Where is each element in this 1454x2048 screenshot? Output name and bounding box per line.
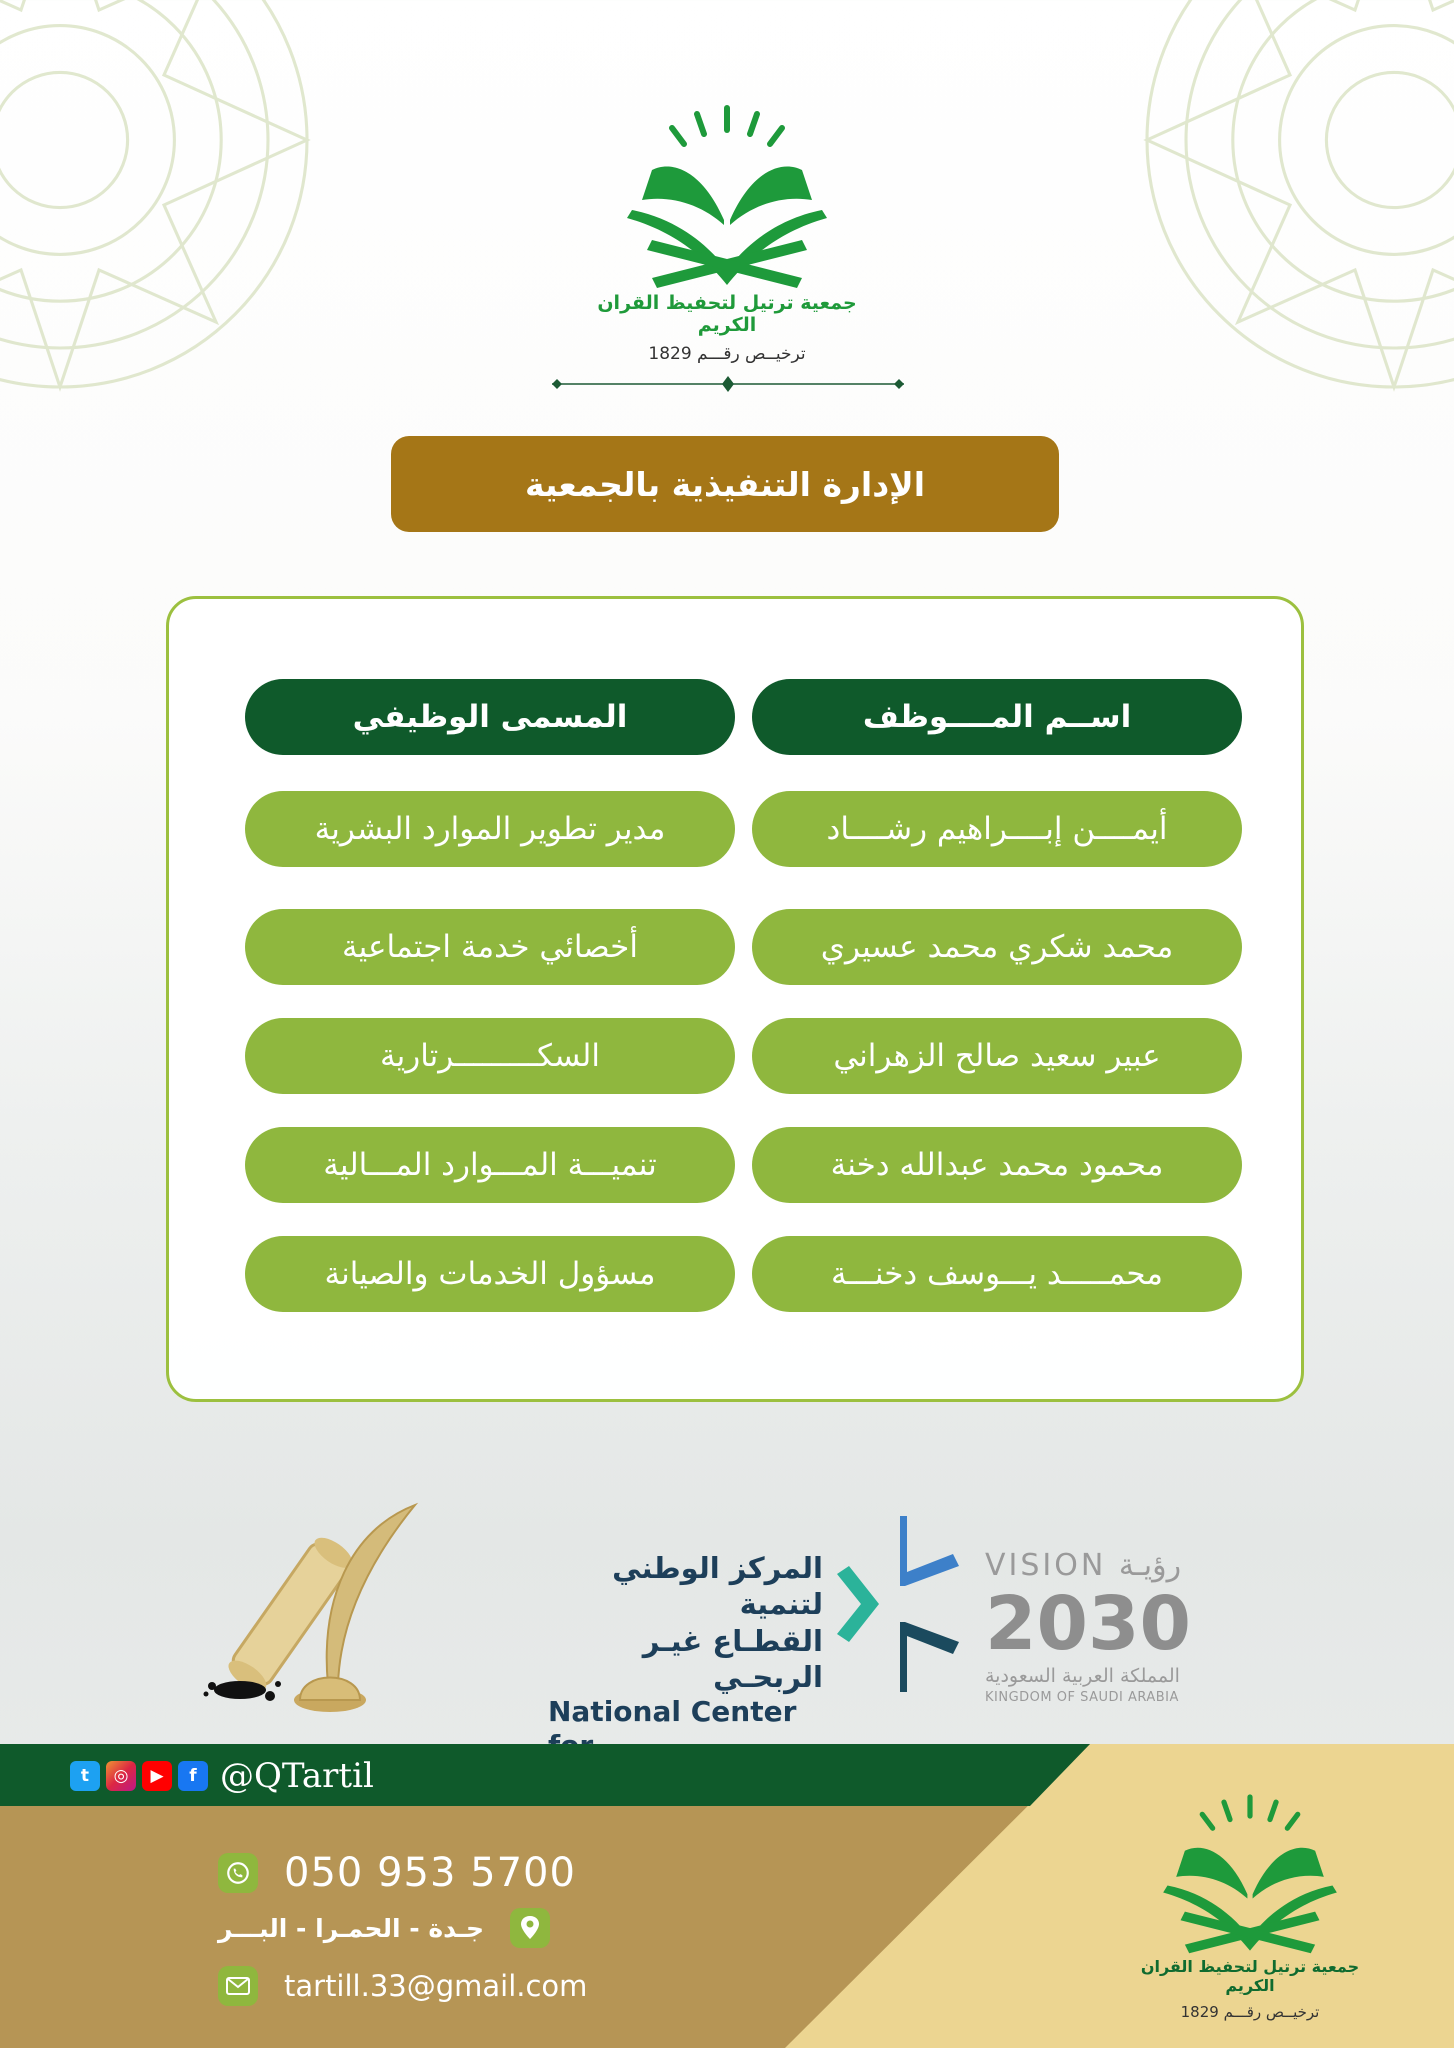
footer-org-name: جمعية ترتيل لتحفيظ القران الكريم: [1140, 1957, 1360, 1995]
job-title: تنميـــة المـــوارد المـــالية: [245, 1127, 735, 1203]
employee-name: أيمــــن إبــــراهيم رشــــاد: [752, 791, 1242, 867]
page-title: الإدارة التنفيذية بالجمعية: [391, 436, 1059, 532]
org-name: جمعية ترتيل لتحفيظ القران الكريم: [597, 292, 857, 336]
vision-year: 2030: [985, 1581, 1191, 1667]
vision-kingdom-ar: المملكة العربية السعودية: [985, 1665, 1180, 1687]
divider-ornament: [548, 376, 908, 392]
job-title: مسؤول الخدمات والصيانة: [245, 1236, 735, 1312]
whatsapp-icon: [218, 1853, 258, 1893]
job-title: أخصائي خدمة اجتماعية: [245, 909, 735, 985]
ncnp-name-ar-1: المركز الوطني لتنمية: [612, 1551, 823, 1622]
social-bar: [70, 1756, 374, 1796]
quran-book-icon: [612, 100, 842, 290]
contact-email: [218, 1966, 587, 2006]
employee-name: محمود محمد عبدالله دخنة: [752, 1127, 1242, 1203]
ncnp-name-ar-2: القطـاع غيـر الربحـي: [642, 1623, 823, 1694]
header-job-title: المسمى الوظيفي: [245, 679, 735, 755]
location-pin-icon: [510, 1908, 550, 1948]
contact-phone: [218, 1850, 576, 1896]
email-address[interactable]: tartill.33@gmail.com: [284, 1969, 588, 2003]
quill-scroll-icon: [200, 1500, 440, 1720]
vision-kingdom-en: KINGDOM OF SAUDI ARABIA: [985, 1690, 1179, 1705]
footer-license-number: ترخيــص رقـــم 1829: [1180, 2003, 1320, 2021]
job-title: السكـــــــــرتارية: [245, 1018, 735, 1094]
twitter-icon[interactable]: t: [70, 1761, 100, 1791]
license-number: ترخيــص رقـــم 1829: [648, 344, 806, 364]
vision-label: VISION رؤيـة: [985, 1548, 1182, 1583]
decorative-ornament-right: [1134, 0, 1454, 400]
ncnp-logo-icon: [835, 1514, 965, 1694]
staff-table: [166, 596, 1304, 1402]
employee-name: محمـــــد يـــوسف دخنـــة: [752, 1236, 1242, 1312]
instagram-icon[interactable]: ◎: [106, 1761, 136, 1791]
job-title: مدير تطوير الموارد البشرية: [245, 791, 735, 867]
quran-book-icon: [1150, 1790, 1350, 1955]
ncnp-name-en-1: National Center: [548, 1695, 797, 1728]
facebook-icon[interactable]: f: [178, 1761, 208, 1791]
footer-logo: [1125, 1790, 1375, 2021]
header-employee-name: اســم المــــوظف: [752, 679, 1242, 755]
association-logo: [582, 100, 872, 364]
address-text: جـدة - الحمـرا - البـــر: [218, 1913, 485, 1943]
email-icon: [218, 1966, 258, 2006]
employee-name: محمد شكري محمد عسيري: [752, 909, 1242, 985]
employee-name: عبير سعيد صالح الزهراني: [752, 1018, 1242, 1094]
phone-number[interactable]: 050 953 5700: [284, 1850, 576, 1896]
vision-2030-logo: [985, 1548, 1205, 1705]
decorative-ornament-left: [0, 0, 320, 400]
social-handle[interactable]: @QTartil: [220, 1756, 374, 1796]
youtube-icon[interactable]: ▶: [142, 1761, 172, 1791]
contact-address: [218, 1908, 550, 1948]
